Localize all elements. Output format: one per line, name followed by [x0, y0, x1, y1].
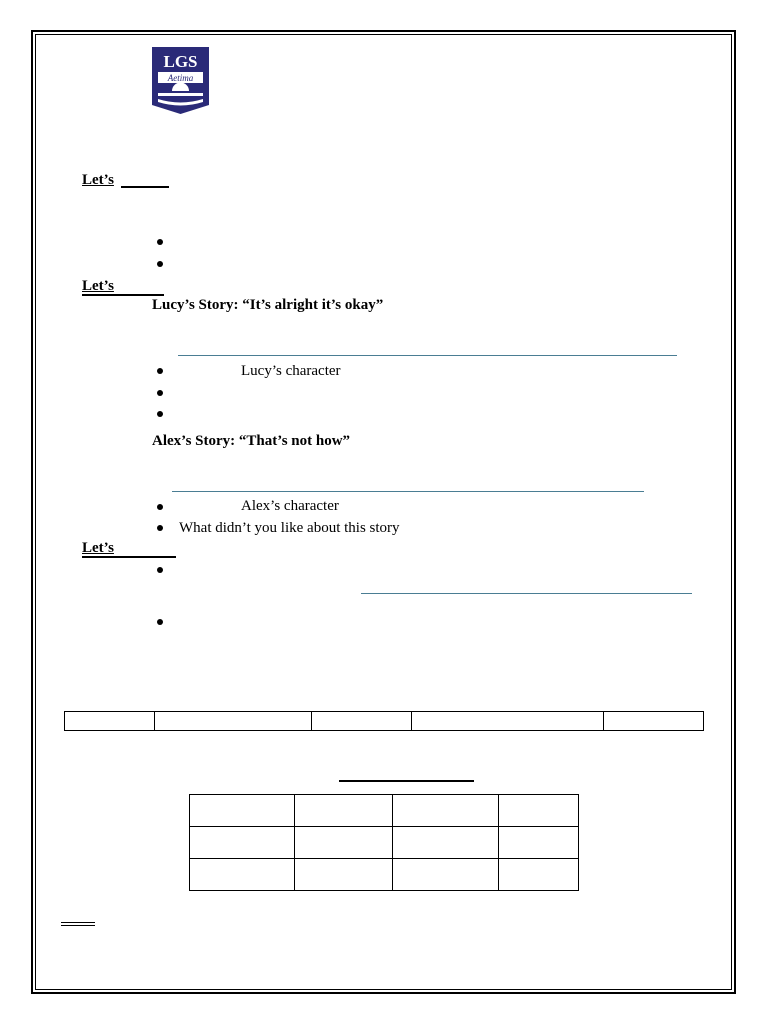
answer-line[interactable] [361, 593, 692, 594]
alex-story-title: Alex’s Story: “That’s not how” [152, 433, 351, 449]
section-heading-1: Let’s [82, 172, 114, 188]
alex-dislike-prompt: What didn’t you like about this story [179, 520, 400, 536]
table-cell[interactable] [295, 795, 393, 827]
table-cell[interactable] [498, 827, 578, 859]
table-title-blank [339, 780, 474, 782]
table-cell[interactable] [155, 712, 312, 731]
table-cell[interactable] [498, 795, 578, 827]
bullet-dot [157, 390, 163, 396]
table-cell[interactable] [65, 712, 155, 731]
table-cell[interactable] [603, 712, 703, 731]
row-table [64, 711, 704, 731]
bullet-dot [157, 261, 163, 267]
table-cell[interactable] [190, 795, 295, 827]
footer-rule-bottom [61, 925, 95, 926]
svg-text:Aetima: Aetima [167, 73, 194, 83]
table-cell[interactable] [393, 795, 498, 827]
table-cell[interactable] [411, 712, 603, 731]
table-cell[interactable] [295, 827, 393, 859]
section-heading-3: Let’s [82, 540, 114, 556]
bullet-dot [157, 525, 163, 531]
school-logo [152, 47, 209, 114]
section-heading-2: Let’s [82, 278, 114, 294]
table-row [190, 795, 579, 827]
bullet-dot [157, 411, 163, 417]
table-row [190, 827, 579, 859]
bullet-dot [157, 619, 163, 625]
answer-line[interactable] [172, 491, 644, 492]
heading-blank-3 [82, 556, 176, 558]
heading-blank-1 [121, 186, 169, 188]
svg-text:LGS: LGS [163, 52, 198, 71]
bullet-dot [157, 504, 163, 510]
table-cell[interactable] [393, 827, 498, 859]
answer-line[interactable] [178, 355, 677, 356]
grid-table [189, 794, 579, 891]
table-row [65, 712, 704, 731]
table-cell[interactable] [393, 859, 498, 891]
lucy-character-prompt: Lucy’s character [241, 363, 341, 379]
heading-blank-2 [82, 294, 164, 296]
footer-rule-top [61, 922, 95, 923]
lucy-story-title: Lucy’s Story: “It’s alright it’s okay” [152, 297, 384, 313]
table-cell[interactable] [295, 859, 393, 891]
table-cell[interactable] [498, 859, 578, 891]
bullet-dot [157, 239, 163, 245]
table-cell[interactable] [190, 827, 295, 859]
alex-character-prompt: Alex’s character [241, 498, 339, 514]
table-cell[interactable] [190, 859, 295, 891]
bullet-dot [157, 567, 163, 573]
table-row [190, 859, 579, 891]
table-cell[interactable] [312, 712, 411, 731]
bullet-dot [157, 368, 163, 374]
